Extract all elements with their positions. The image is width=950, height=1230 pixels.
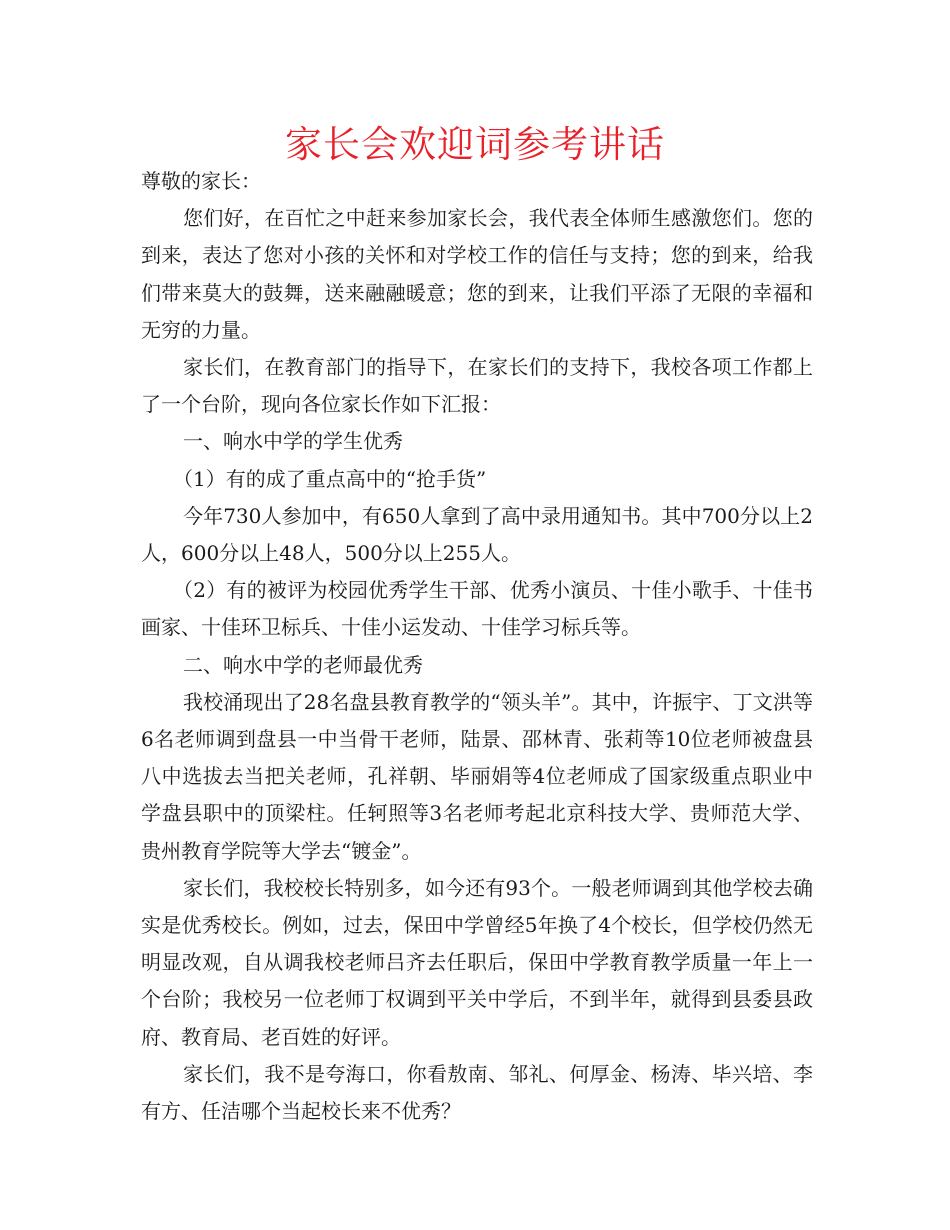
subheading-1: （1）有的成了重点高中的“抢手货”: [173, 466, 487, 491]
paragraph-welcome: 您们好，在百忙之中赶来参加家长会，我代表全体师生感激您们。您的到来，表达了您对小孩的关怀和对学校工作的信任与支持；您的到来，给我们带来莫大的鼓舞，送来融融暖意；您的到来，让我们平添了无限的幸福和无穷的力量。: [141, 206, 813, 342]
document-title: 家长会欢迎词参考讲话: [285, 123, 665, 166]
paragraph-teachers: 我校涌现出了28名盘县教育教学的“领头羊”。其中，许振宇、丁文洪等6名老师调到盘县一中当骨干老师，陆景、邵林青、张莉等10位老师被盘县八中选拔去当把关老师，孔祥朝、毕丽娟等4位老师成了国家级重点职业中学盘县职中的顶梁柱。任轲照等3名老师考起北京科技大学、贵师范大学、贵州教育学院等大学去“镀金”。: [141, 689, 813, 863]
paragraph-exam-results: 今年730人参加中，有650人拿到了高中录用通知书。其中700分以上2人，600分以上48人，500分以上255人。: [141, 503, 813, 566]
paragraph-report-intro: 家长们，在教育部门的指导下，在家长们的支持下，我校各项工作都上了一个台阶，现向各位家长作如下汇报：: [141, 355, 813, 417]
salutation: 尊敬的家长：: [141, 169, 261, 193]
paragraph-examples: 家长们，我不是夸海口，你看敖南、邹礼、何厚金、杨涛、毕兴培、李有方、任洁哪个当起校长来不优秀？: [141, 1061, 813, 1124]
section-heading-teachers: 二、响水中学的老师最优秀: [183, 652, 423, 677]
document-body: [141, 163, 813, 1130]
paragraph-principals: 家长们，我校校长特别多，如今还有93个。一般老师调到其他学校去确实是优秀校长。例如，过去，保田中学曾经5年换了4个校长，但学校仍然无明显改观，自从调我校老师吕齐去任职后，保田中学教育教学质量一年上一个台阶；我校另一位老师丁权调到平关中学后，不到半年，就得到县委县政府、教育局、老百姓的好评。: [141, 875, 813, 1049]
section-heading-students: 一、响水中学的学生优秀: [183, 429, 403, 454]
subheading-2: （2）有的被评为校园优秀学生干部、优秀小演员、十佳小歌手、十佳书画家、十佳环卫标兵、十佳小运发动、十佳学习标兵等。: [141, 578, 813, 640]
